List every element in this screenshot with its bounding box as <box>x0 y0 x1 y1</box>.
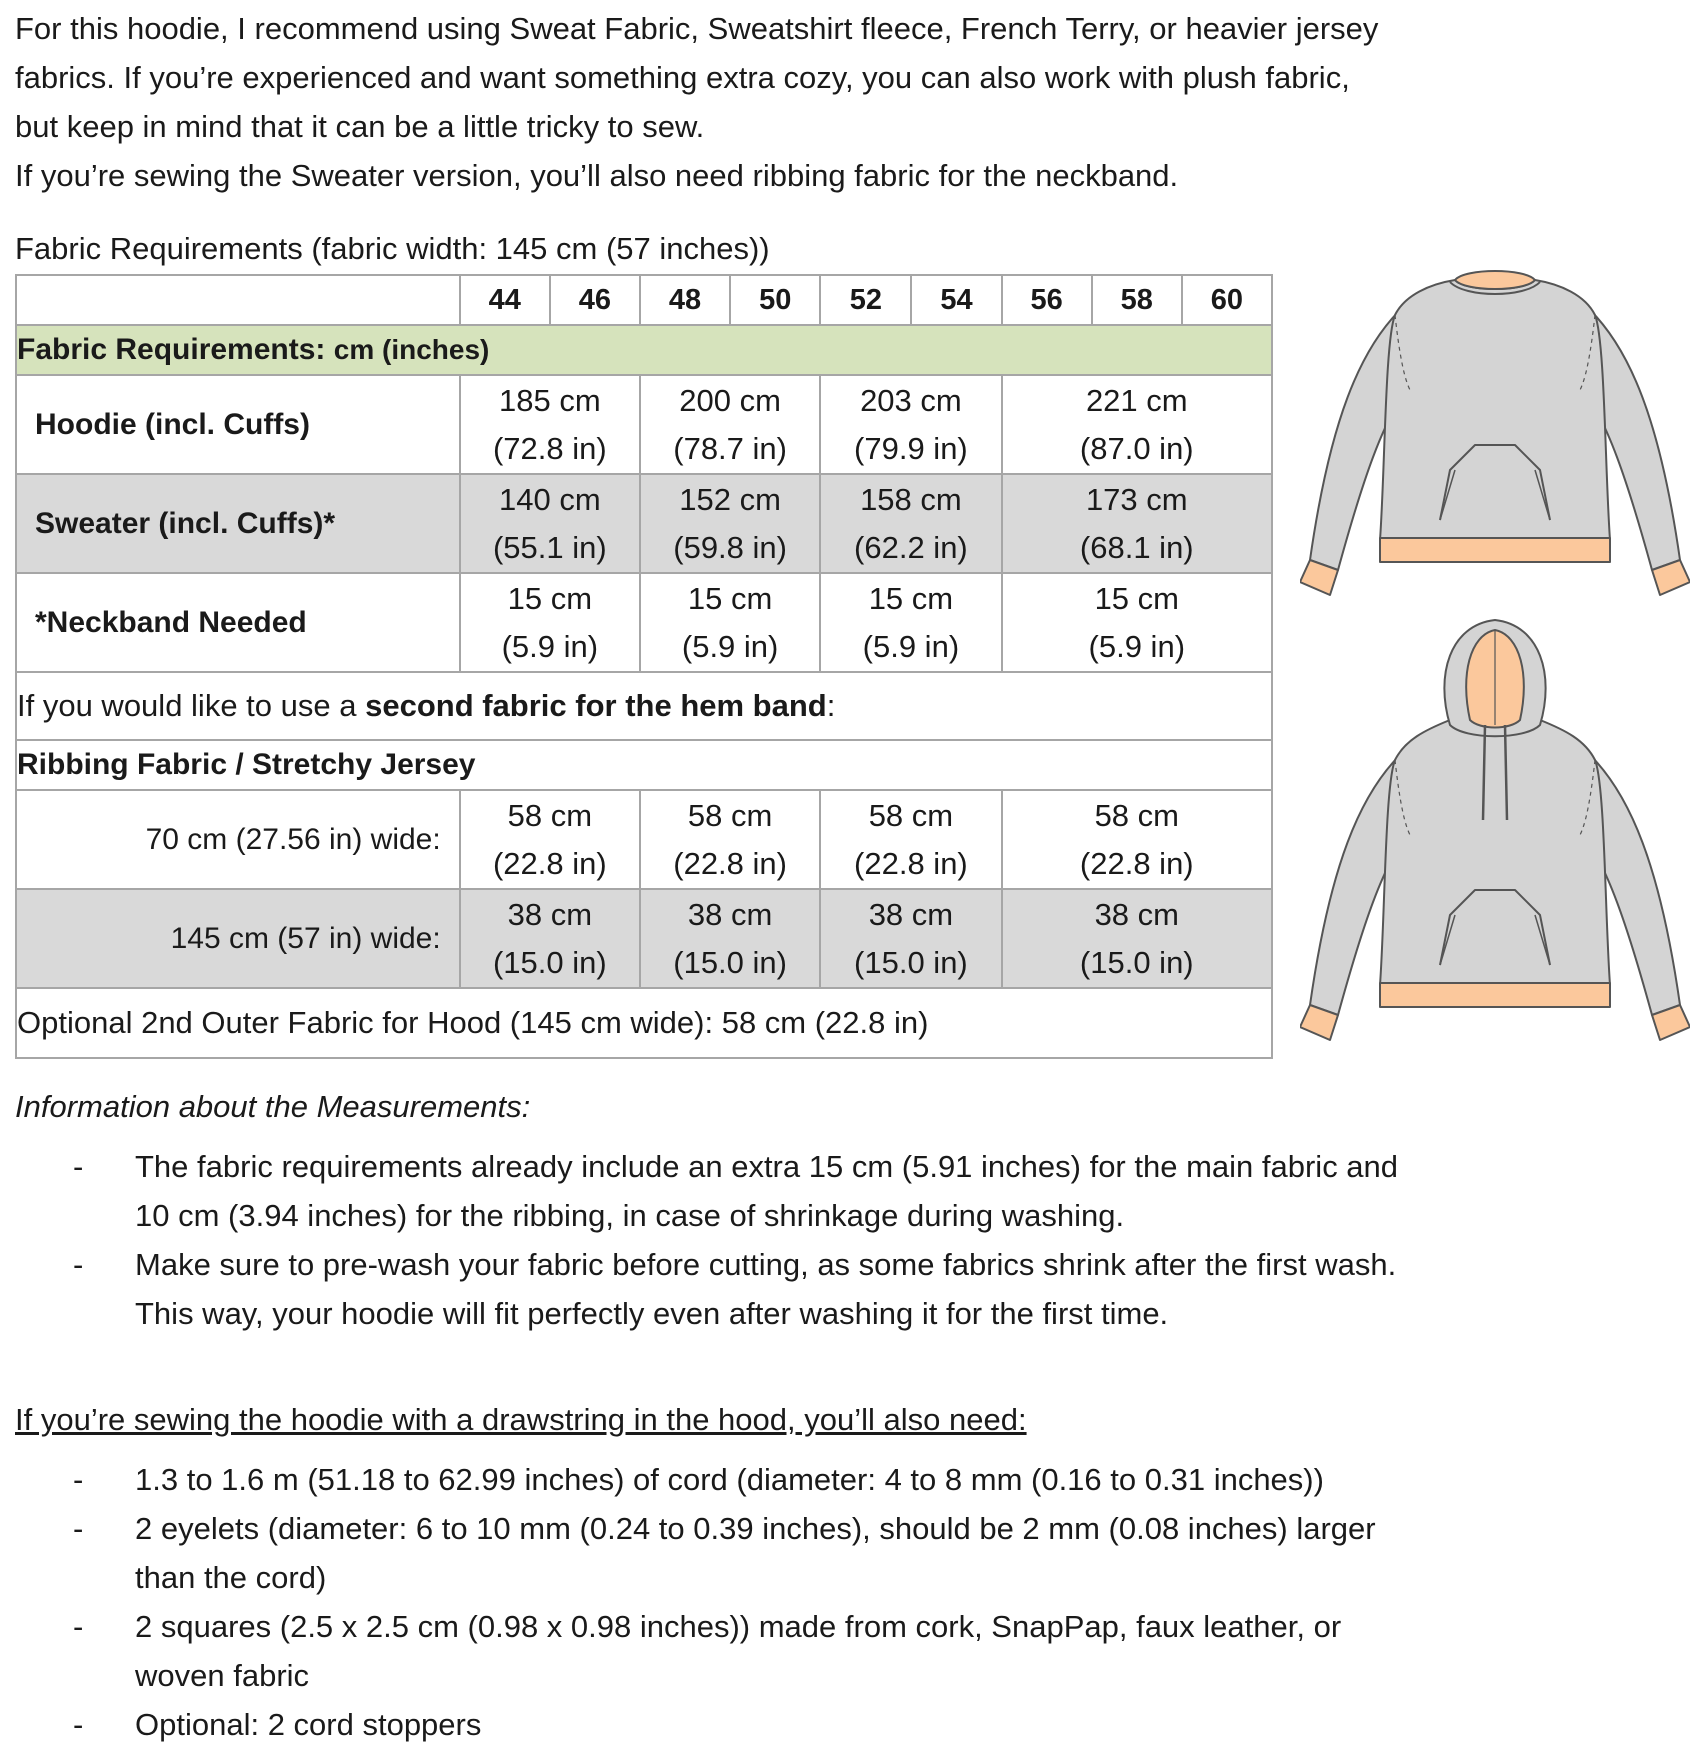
intro-line: but keep in mind that it can be a little tricky to sew. <box>15 109 705 144</box>
size-cell: 44 <box>460 275 550 325</box>
optional-hood-fabric-note: Optional 2nd Outer Fabric for Hood (145 cm wide): 58 cm (22.8 in) <box>16 988 1272 1058</box>
section-unit: cm (inches) <box>333 334 490 365</box>
row-label: Hoodie (incl. Cuffs) <box>16 375 460 474</box>
value-cm: 152 cm <box>679 481 781 517</box>
sweater-drawing <box>1300 271 1690 595</box>
value-in: (55.1 in) <box>492 529 607 565</box>
value-cm: 221 cm <box>1085 382 1188 418</box>
list-item-line: Make sure to pre-wash your fabric before cutting, as some fabrics shrink after the first wash. <box>135 1247 1397 1282</box>
size-cell: 48 <box>640 275 730 325</box>
dash-bullet: - <box>73 1707 84 1742</box>
second-fabric-note <box>16 672 1272 740</box>
value-cm: 58 cm <box>1094 797 1179 833</box>
hoodie-drawing <box>1300 620 1690 1040</box>
intro-line: If you’re sewing the Sweater version, you’ll also need ribbing fabric for the neckband. <box>15 158 1179 193</box>
empty-header-cell <box>16 275 460 325</box>
info-list <box>15 1142 1515 1338</box>
value-in: (68.1 in) <box>1079 529 1194 565</box>
value-cell <box>460 889 640 988</box>
table-row-sweater <box>16 474 1272 573</box>
value-in: (72.8 in) <box>492 430 607 466</box>
value-in: (22.8 in) <box>673 845 787 881</box>
value-cell <box>820 889 1001 988</box>
size-cell: 54 <box>911 275 1001 325</box>
note-bold-text: second fabric for the hem band <box>365 688 827 723</box>
value-cell <box>640 790 820 889</box>
intro-line: fabrics. If you’re experienced and want something extra cozy, you can also work with plush fabric, <box>15 60 1350 95</box>
value-in: (5.9 in) <box>501 628 599 664</box>
value-cell <box>460 375 640 474</box>
value-in: (15.0 in) <box>1079 944 1194 980</box>
size-cell: 58 <box>1092 275 1182 325</box>
value-cm: 38 cm <box>507 896 593 932</box>
value-cell <box>1002 375 1272 474</box>
value-cm: 38 cm <box>687 896 773 932</box>
list-item-line: Optional: 2 cord stoppers <box>135 1707 482 1742</box>
value-in: (22.8 in) <box>854 845 968 881</box>
value-in: (15.0 in) <box>673 944 787 980</box>
table-row-ribbing-145 <box>16 889 1272 988</box>
value-cm: 158 cm <box>860 481 962 517</box>
value-cell <box>460 573 640 672</box>
list-item-line: 1.3 to 1.6 m (51.18 to 62.99 inches) of cord (diameter: 4 to 8 mm (0.16 to 0.31 inches)) <box>135 1462 1324 1497</box>
value-in: (78.7 in) <box>673 430 787 466</box>
value-cell <box>820 375 1001 474</box>
ribbing-title: Ribbing Fabric / Stretchy Jersey <box>16 740 1272 790</box>
value-cm: 38 cm <box>868 896 954 932</box>
value-in: (59.8 in) <box>673 529 787 565</box>
value-cell <box>1002 474 1272 573</box>
row-label: 145 cm (57 in) wide: <box>16 889 460 988</box>
optional-hood-fabric-row <box>16 988 1272 1058</box>
dash-bullet: - <box>73 1462 84 1497</box>
value-cell <box>820 474 1001 573</box>
value-cm: 58 cm <box>868 797 954 833</box>
value-in: (79.9 in) <box>854 430 968 466</box>
list-item-line: than the cord) <box>135 1560 327 1595</box>
section-header-row <box>16 325 1272 375</box>
value-cm: 173 cm <box>1085 481 1188 517</box>
value-cell <box>640 889 820 988</box>
value-cm: 15 cm <box>507 580 593 616</box>
value-cm: 15 cm <box>868 580 954 616</box>
value-cell <box>1002 573 1272 672</box>
size-cell: 52 <box>820 275 911 325</box>
row-label: *Neckband Needed <box>16 573 460 672</box>
value-in: (5.9 in) <box>1088 628 1186 664</box>
value-cell <box>640 573 820 672</box>
list-item-line: This way, your hoodie will fit perfectly even after washing it for the first time. <box>135 1296 1169 1331</box>
size-header-row <box>16 275 1272 325</box>
value-cm: 58 cm <box>507 797 593 833</box>
list-item <box>15 1700 1515 1749</box>
table-caption: Fabric Requirements (fabric width: 145 cm (57 inches)) <box>15 231 770 266</box>
drawstring-title: If you’re sewing the hoodie with a drawstring in the hood, you’ll also need: <box>15 1402 1027 1437</box>
value-cm: 38 cm <box>1094 896 1179 932</box>
value-in: (62.2 in) <box>854 529 968 565</box>
value-cell <box>820 573 1001 672</box>
list-item-line: The fabric requirements already include an extra 15 cm (5.91 inches) for the main fabric and <box>135 1149 1399 1184</box>
sweater-illustration <box>1300 270 1690 610</box>
intro-paragraph <box>15 4 1515 200</box>
value-cm: 185 cm <box>499 382 601 418</box>
size-cell: 56 <box>1002 275 1092 325</box>
fabric-requirements-table <box>15 274 1273 1059</box>
list-item <box>15 1504 1515 1602</box>
value-in: (15.0 in) <box>854 944 968 980</box>
intro-line: For this hoodie, I recommend using Sweat Fabric, Sweatshirt fleece, French Terry, or heavier jersey <box>15 11 1379 46</box>
value-cell <box>820 790 1001 889</box>
size-cell: 60 <box>1182 275 1272 325</box>
row-label: 70 cm (27.56 in) wide: <box>16 790 460 889</box>
value-in: (22.8 in) <box>492 845 607 881</box>
value-in: (15.0 in) <box>492 944 607 980</box>
dash-bullet: - <box>73 1149 84 1184</box>
dash-bullet: - <box>73 1247 84 1282</box>
list-item-line: 2 eyelets (diameter: 6 to 10 mm (0.24 to 0.39 inches), should be 2 mm (0.08 inches) larger <box>135 1511 1376 1546</box>
value-cm: 58 cm <box>687 797 773 833</box>
note-text: : <box>826 688 836 723</box>
table-row-hoodie <box>16 375 1272 474</box>
value-cm: 200 cm <box>679 382 781 418</box>
size-cell: 46 <box>550 275 640 325</box>
section-title: Fabric Requirements: <box>17 333 326 366</box>
value-in: (5.9 in) <box>681 628 779 664</box>
value-cell <box>640 375 820 474</box>
list-item-line: woven fabric <box>135 1658 310 1693</box>
dash-bullet: - <box>73 1511 84 1546</box>
size-cell: 50 <box>730 275 820 325</box>
value-in: (5.9 in) <box>862 628 960 664</box>
info-title: Information about the Measurements: <box>15 1089 531 1124</box>
value-cell <box>640 474 820 573</box>
note-text: If you would like to use a <box>17 688 366 723</box>
value-in: (22.8 in) <box>1079 845 1194 881</box>
list-item <box>15 1142 1515 1240</box>
table-row-neckband <box>16 573 1272 672</box>
list-item <box>15 1240 1515 1338</box>
list-item <box>15 1455 1515 1504</box>
list-item-line: 2 squares (2.5 x 2.5 cm (0.98 x 0.98 inches)) made from cork, SnapPap, faux leather, or <box>135 1609 1342 1644</box>
ribbing-title-row <box>16 740 1272 790</box>
list-item-line: 10 cm (3.94 inches) for the ribbing, in case of shrinkage during washing. <box>135 1198 1125 1233</box>
value-in: (87.0 in) <box>1079 430 1194 466</box>
dash-bullet: - <box>73 1609 84 1644</box>
value-cell <box>460 790 640 889</box>
list-item <box>15 1602 1515 1700</box>
table-row-ribbing-70 <box>16 790 1272 889</box>
value-cm: 15 cm <box>687 580 773 616</box>
drawstring-list <box>15 1455 1515 1749</box>
row-label: Sweater (incl. Cuffs)* <box>16 474 460 573</box>
value-cm: 140 cm <box>499 481 601 517</box>
value-cell <box>1002 790 1272 889</box>
second-fabric-note-row <box>16 672 1272 740</box>
section-header-cell <box>16 325 1272 375</box>
value-cell <box>460 474 640 573</box>
value-cm: 203 cm <box>860 382 962 418</box>
value-cell <box>1002 889 1272 988</box>
hoodie-illustration <box>1300 615 1690 1055</box>
value-cm: 15 cm <box>1094 580 1179 616</box>
